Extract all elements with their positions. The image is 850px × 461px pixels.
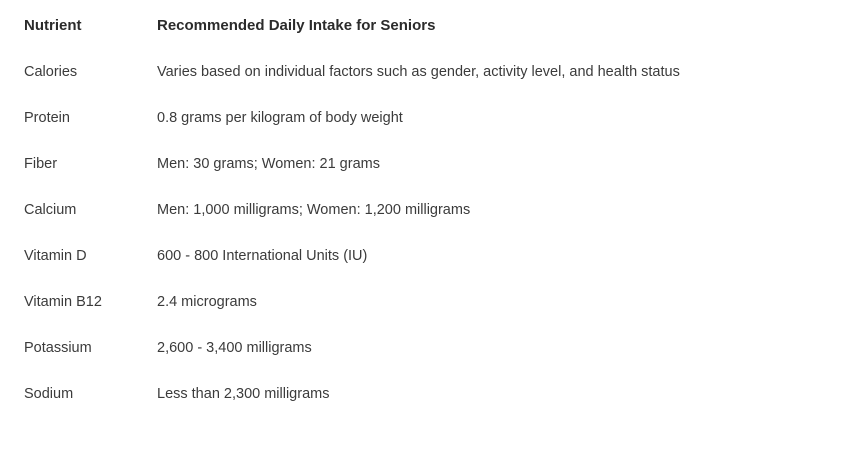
cell-intake: Varies based on individual factors such as gender, activity level, and health status bbox=[157, 64, 680, 80]
cell-nutrient: Calcium bbox=[24, 202, 77, 218]
table-row bbox=[24, 246, 826, 292]
table-body bbox=[24, 62, 826, 404]
cell-nutrient: Potassium bbox=[24, 340, 92, 356]
table-row bbox=[24, 62, 826, 108]
cell-nutrient: Vitamin B12 bbox=[24, 294, 102, 310]
table-row bbox=[24, 108, 826, 154]
table-header-row bbox=[24, 16, 826, 62]
column-header-intake: Recommended Daily Intake for Seniors bbox=[157, 17, 436, 34]
cell-intake: Less than 2,300 milligrams bbox=[157, 386, 330, 402]
table-row bbox=[24, 154, 826, 200]
cell-nutrient: Sodium bbox=[24, 386, 74, 402]
cell-intake: 0.8 grams per kilogram of body weight bbox=[157, 110, 403, 126]
table-row bbox=[24, 384, 826, 404]
table-row bbox=[24, 338, 826, 384]
cell-intake: Men: 1,000 milligrams; Women: 1,200 milligrams bbox=[157, 202, 471, 218]
cell-nutrient: Vitamin D bbox=[24, 248, 87, 264]
column-header-nutrient: Nutrient bbox=[24, 17, 82, 34]
cell-intake: 600 - 800 International Units (IU) bbox=[157, 248, 368, 264]
cell-nutrient: Calories bbox=[24, 64, 78, 80]
cell-intake: 2,600 - 3,400 milligrams bbox=[157, 340, 312, 356]
cell-nutrient: Protein bbox=[24, 110, 70, 126]
cell-intake: Men: 30 grams; Women: 21 grams bbox=[157, 156, 380, 172]
cell-nutrient: Fiber bbox=[24, 156, 58, 172]
table-row bbox=[24, 292, 826, 338]
cell-intake: 2.4 micrograms bbox=[157, 294, 257, 310]
nutrient-table bbox=[24, 16, 826, 404]
table-header bbox=[24, 16, 826, 62]
table-row bbox=[24, 200, 826, 246]
